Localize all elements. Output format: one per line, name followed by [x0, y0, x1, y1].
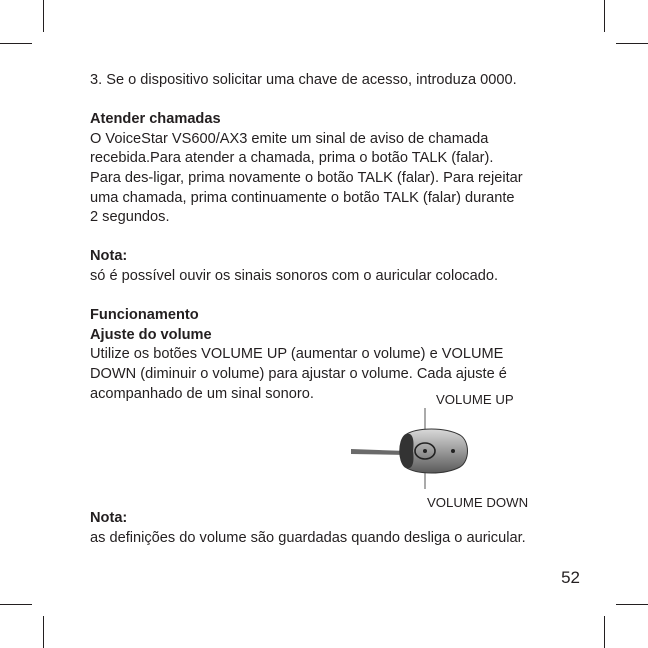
- answer-calls-line: O VoiceStar VS600/AX3 emite um sinal de aviso de chamada: [90, 130, 489, 147]
- operation-heading: Funcionamento: [90, 307, 199, 324]
- volume-note: [90, 509, 570, 548]
- volume-up-label: VOLUME UP: [436, 392, 514, 407]
- volume-line: DOWN (diminuir o volume) para ajustar o volume. Cada ajuste é: [90, 365, 507, 382]
- answer-calls-line: uma chamada, prima continuamente o botão TALK (falar) durante: [90, 189, 515, 206]
- manual-text: [90, 71, 570, 404]
- crop-mark: [616, 604, 648, 605]
- volume-line: Utilize os botões VOLUME UP (aumentar o volume) e VOLUME: [90, 346, 504, 363]
- crop-mark: [604, 0, 605, 32]
- volume-down-label: VOLUME DOWN: [427, 495, 529, 510]
- crop-mark: [616, 43, 648, 44]
- answer-calls-line: 2 segundos.: [90, 209, 170, 226]
- crop-mark: [43, 616, 44, 648]
- step-3: 3. Se o dispositivo solicitar uma chave de acesso, introduza 0000.: [90, 72, 517, 88]
- note-heading: Nota:: [90, 248, 128, 265]
- volume-subheading: Ajuste do volume: [90, 326, 212, 343]
- note-text: só é possível ouvir os sinais sonoros com o auricular colocado.: [90, 267, 499, 284]
- volume-line: acompanhado de um sinal sonoro.: [90, 385, 314, 402]
- page-number: 52: [561, 568, 580, 587]
- crop-mark: [0, 43, 32, 44]
- note-heading: Nota:: [90, 510, 128, 526]
- note-text: as definições do volume são guardadas quando desliga o auricular.: [90, 529, 526, 546]
- crop-mark: [0, 604, 32, 605]
- headset-illustration: [345, 405, 485, 495]
- crop-mark: [604, 616, 605, 648]
- crop-mark: [43, 0, 44, 32]
- answer-calls-line: recebida.Para atender a chamada, prima o botão TALK (falar).: [90, 150, 494, 167]
- answer-calls-heading: Atender chamadas: [90, 111, 221, 128]
- answer-calls-line: Para des-ligar, prima novamente o botão TALK (falar). Para rejeitar: [90, 169, 523, 186]
